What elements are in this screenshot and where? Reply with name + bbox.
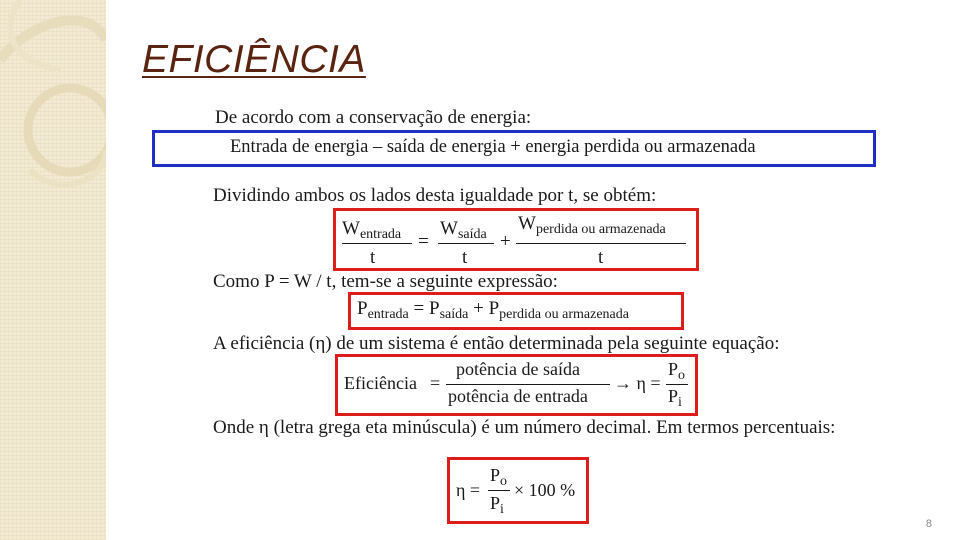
- fraction-bar: [516, 243, 686, 244]
- plus-sign: +: [500, 231, 511, 252]
- denominator-input-power: potência de entrada: [448, 386, 588, 406]
- decorative-sidebar: [0, 0, 106, 540]
- p-input: $P_i$: [668, 386, 682, 410]
- p-output: $P_o$: [668, 359, 686, 383]
- fraction-bar: [438, 243, 494, 244]
- equals-sign: =: [430, 373, 441, 393]
- percent-paragraph: Onde η (letra grega eta minúscula) é um número decimal. Em termos percentuais:: [213, 417, 836, 438]
- work-equation-box: [333, 208, 699, 271]
- divide-text: Dividindo ambos os lados desta igualdade por t, se obtém:: [213, 185, 657, 206]
- power-equation: $P_{entrada} = P_{saída} + P_{perdida ou armazenada}$: [357, 298, 629, 322]
- intro-text: De acordo com a conservação de energia:: [215, 107, 532, 128]
- times-100-percent: × 100 %: [514, 480, 576, 500]
- denominator-t: t: [462, 247, 468, 268]
- slide-title: EFICIÊNCIA: [142, 38, 366, 81]
- numerator-output-power: potência de saída: [456, 359, 580, 379]
- page-number: 8: [925, 518, 932, 530]
- efficiency-equation-box: [335, 354, 698, 416]
- w-entrada: $W_{entrada}$: [342, 218, 402, 242]
- denominator-t: t: [598, 247, 604, 268]
- w-saida: $W_{saída}$: [440, 218, 487, 242]
- percent-equation-box: [447, 457, 589, 524]
- w-perdida: $W_{perdida ou armazenada}$: [518, 213, 666, 237]
- eta-equals: η =: [456, 480, 481, 500]
- denominator-t: t: [370, 247, 376, 268]
- fraction-bar: [342, 243, 412, 244]
- conservation-statement: Entrada de energia – saída de energia + energia perdida ou armazenada: [230, 137, 756, 157]
- p-input: $P_i$: [490, 493, 504, 517]
- fraction-bar: [488, 490, 510, 491]
- fraction-bar: [446, 384, 610, 385]
- power-equation-box: [348, 292, 684, 330]
- p-output: $P_o$: [490, 465, 508, 489]
- efficiency-text: A eficiência (η) de um sistema é então determinada pela seguinte equação:: [213, 333, 780, 354]
- decorative-swirl-graphic: [0, 0, 106, 540]
- arrow-eta: → η =: [614, 373, 661, 393]
- equals-sign: =: [418, 231, 429, 252]
- efficiency-label: Eficiência: [344, 373, 417, 393]
- power-text: Como P = W / t, tem-se a seguinte expressão:: [213, 271, 558, 292]
- fraction-bar: [666, 384, 688, 385]
